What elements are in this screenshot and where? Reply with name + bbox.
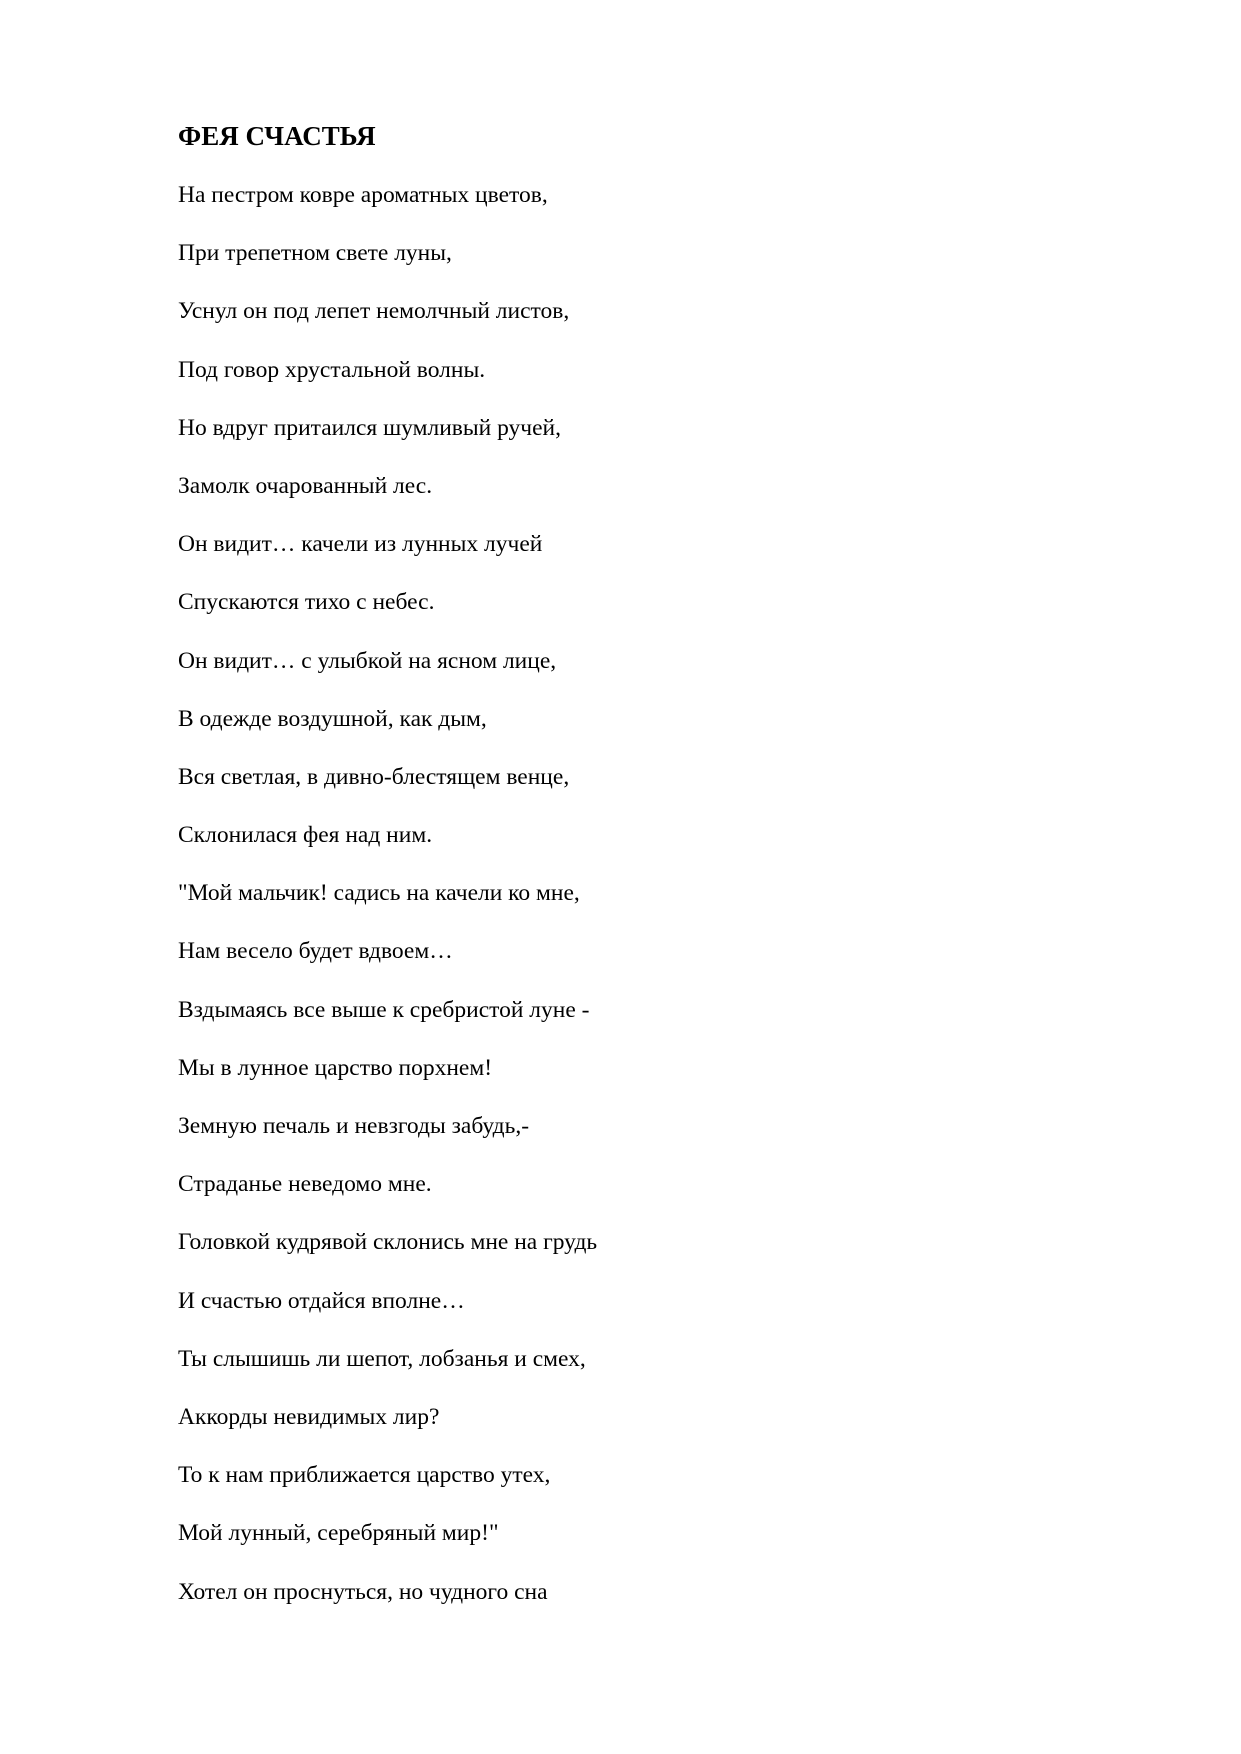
poem-line: Он видит… качели из лунных лучей [178,531,543,558]
poem-line: Хотел он проснуться, но чудного сна [178,1578,548,1605]
poem-line: Вся светлая, в дивно-блестящем венце, [178,763,570,790]
poem-title: ФЕЯ СЧАСТЬЯ [178,121,376,151]
poem-line: Страданье неведомо мне. [178,1171,432,1198]
poem-line: Нам весело будет вдвоем… [178,938,453,965]
poem-line: Замолк очарованный лес. [178,472,433,499]
poem-line: И счастью отдайся вполне… [178,1287,465,1314]
poem-line: Аккорды невидимых лир? [178,1403,440,1430]
poem-line: Он видит… с улыбкой на ясном лице, [178,647,557,674]
poem-line: Головкой кудрявой склонись мне на грудь [178,1229,598,1256]
poem-line: При трепетном свете луны, [178,240,452,267]
poem-line: Но вдруг притаился шумливый ручей, [178,414,562,441]
poem-line: "Мой мальчик! садись на качели ко мне, [178,880,580,907]
poem-line: На пестром ковре ароматных цветов, [178,182,548,208]
poem-line: Мой лунный, серебряный мир!" [178,1520,499,1547]
poem-line: Ты слышишь ли шепот, лобзанья и смех, [178,1345,586,1372]
poem-line: Склонилася фея над ним. [178,822,433,849]
poem-line: То к нам приближается царство утех, [178,1462,551,1489]
poem-line: В одежде воздушной, как дым, [178,705,487,732]
poem-line: Уснул он под лепет немолчный листов, [178,298,570,325]
poem-line: Под говор хрустальной волны. [178,356,486,383]
poem-line: Мы в лунное царство порхнем! [178,1054,493,1081]
poem-line: Спускаются тихо с небес. [178,589,435,616]
poem-line: Земную печаль и невзгоды забудь,- [178,1113,530,1139]
poem-line: Вздымаясь все выше к сребристой луне - [178,996,590,1023]
poem-body [178,175,597,1630]
